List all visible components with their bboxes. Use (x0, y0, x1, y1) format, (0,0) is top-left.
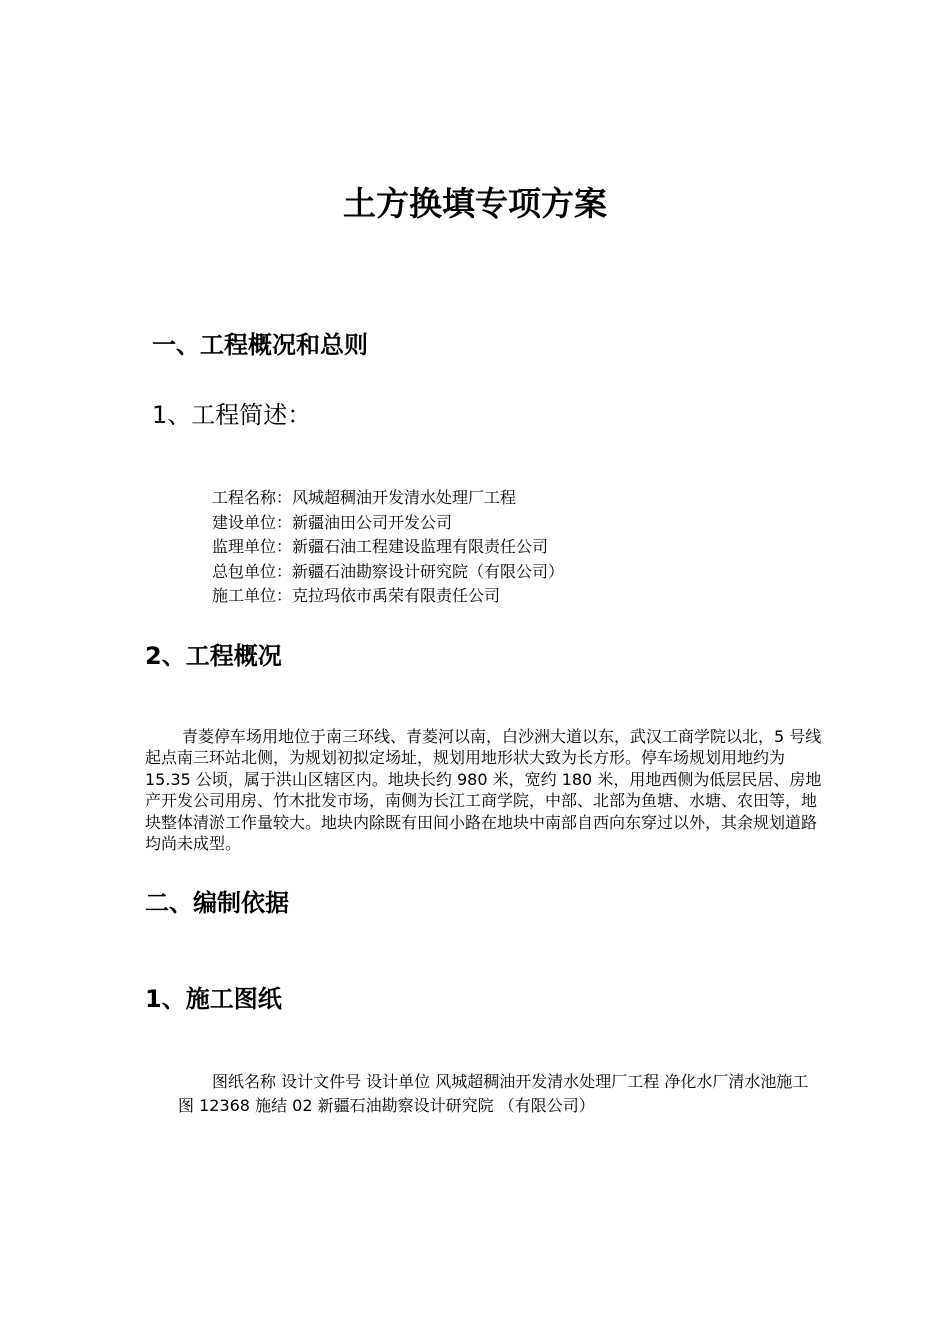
info-label: 施工单位： (212, 586, 293, 605)
info-row-general-contractor (212, 560, 564, 585)
info-label: 工程名称： (212, 488, 293, 507)
section-heading-overview: 一、工程概况和总则 (152, 331, 368, 359)
info-row-builder (212, 584, 564, 609)
drawings-paragraph: 图纸名称 设计文件号 设计单位 风城超稠油开发清水处理厂工程 净化水厂清水池施工图 12368 施结 02 新疆石油勘察设计研究院 （有限公司） (178, 1072, 809, 1115)
info-value: 风城超稠油开发清水处理厂工程 (292, 488, 517, 507)
subsection-heading-overview: 2、工程概况 (145, 642, 282, 670)
info-value: 新疆石油工程建设监理有限责任公司 (292, 537, 549, 556)
info-row-construction-unit (212, 511, 564, 536)
subsection-heading-brief: 1、工程简述： (152, 401, 312, 429)
info-label: 监理单位： (212, 537, 293, 556)
info-value: 克拉玛依市禹荣有限责任公司 (292, 586, 501, 605)
section-heading-basis: 二、编制依据 (145, 889, 289, 917)
info-label: 总包单位： (212, 561, 293, 581)
overview-paragraph: 青菱停车场用地位于南三环线、青菱河以南，白沙洲大道以东，武汉工商学院以北，5 号线起点南三环站北侧，为规划初拟定场址，规划用地形状大致为长方形。停车场规划用地约为 15.35 公顷，属于洪山区辖区内。地块长约 980 米，宽约 180 米，用地西侧为低层民居、房地产开发公司用房、竹木批发市场，南侧为长江工商学院，中部、北部为鱼塘、水塘、农田等，地块整体清淤工作量较大。地块内除既有田间小路在地块中南部自西向东穿过以外，其余规划道路均尚未成型。 (145, 727, 822, 854)
info-row-project-name (212, 486, 564, 511)
info-value: 新疆石油勘察设计研究院（有限公司） (292, 561, 565, 581)
info-label: 建设单位： (212, 512, 293, 532)
subsection-heading-drawings: 1、施工图纸 (145, 985, 282, 1013)
document-title: 土方换填专项方案 (343, 184, 607, 223)
info-value: 新疆油田公司开发公司 (292, 512, 453, 532)
info-row-supervision-unit (212, 535, 564, 560)
project-info-list (212, 486, 564, 609)
